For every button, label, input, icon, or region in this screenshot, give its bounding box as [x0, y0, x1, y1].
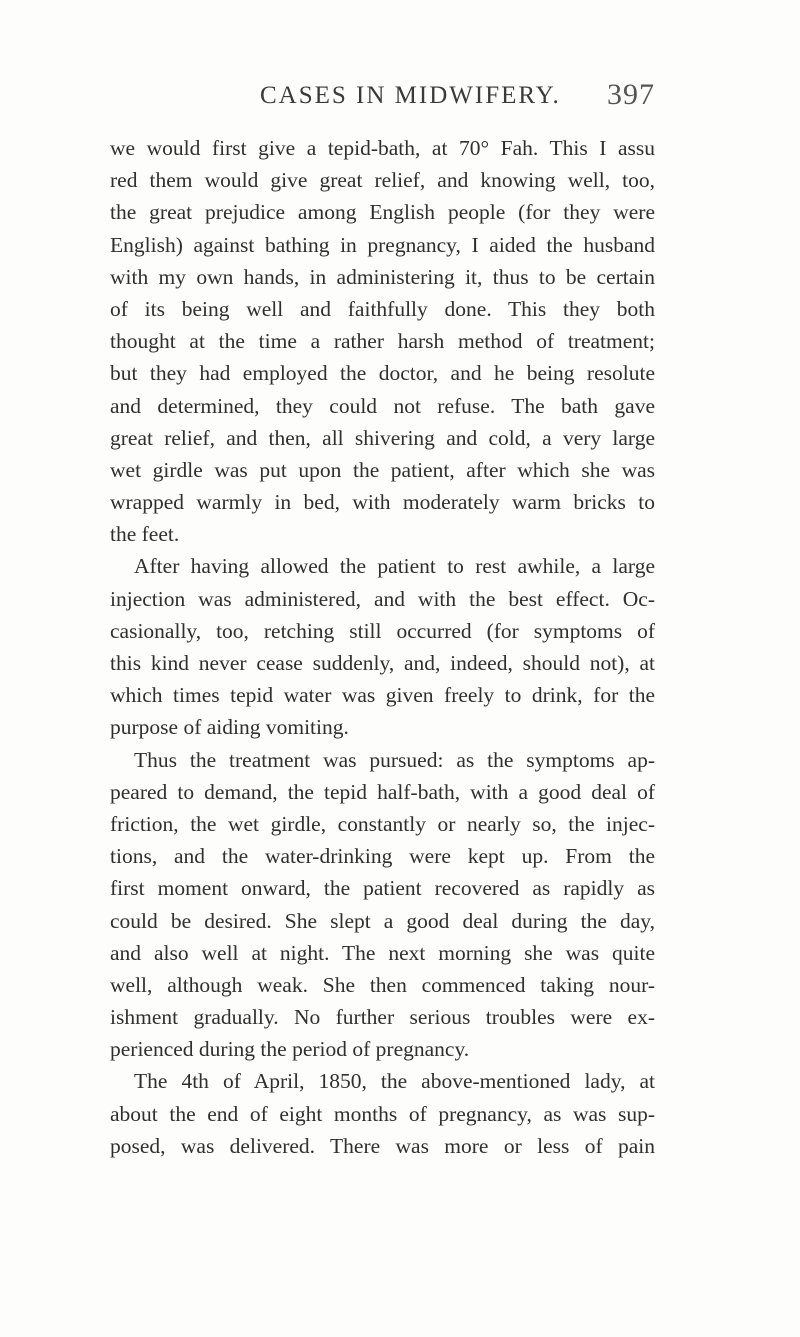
text-line: wrapped warmly in bed, with moderately warm bricks to — [110, 490, 655, 515]
text-line: the great prejudice among English people (for they were — [110, 200, 655, 225]
body-text — [110, 132, 655, 1162]
text-line: posed, was delivered. There was more or less of pain — [110, 1133, 655, 1158]
text-line: this kind never cease suddenly, and, indeed, should not), at — [110, 651, 655, 675]
text-line: which times tepid water was given freely to drink, for the — [110, 683, 655, 708]
page-number: 397 — [607, 78, 655, 111]
text-line: and also well at night. The next morning she was quite — [110, 940, 655, 965]
text-line: casionally, too, retching still occurred (for symptoms of — [110, 618, 655, 643]
paragraph — [110, 744, 655, 1066]
page-header — [110, 78, 655, 114]
paragraph — [110, 550, 655, 743]
text-line: injection was administered, and with the best effect. Oc- — [110, 586, 655, 611]
text-line: tions, and the water-drinking were kept up. From the — [110, 844, 655, 869]
text-line: purpose of aiding vomiting. — [110, 715, 349, 740]
text-line: peared to demand, the tepid half-bath, with a good deal of — [110, 779, 655, 804]
text-line: perienced during the period of pregnancy. — [110, 1037, 470, 1062]
running-head: CASES IN MIDWIFERY. — [260, 82, 561, 109]
text-line: about the end of eight months of pregnancy, as was sup- — [110, 1101, 655, 1126]
text-line: we would first give a tepid-bath, at 70° Fah. This I assu — [110, 136, 655, 160]
paragraph — [110, 132, 655, 550]
text-line: thought at the time a rather harsh method of treatment; — [110, 329, 655, 354]
text-line: well, although weak. She then commenced taking nour- — [110, 972, 655, 997]
text-line: Thus the treatment was pursued: as the symptoms ap- — [134, 747, 655, 772]
text-line: After having allowed the patient to rest awhile, a large — [134, 554, 655, 579]
text-line: with my own hands, in administering it, thus to be certain — [110, 264, 655, 289]
text-line: wet girdle was put upon the patient, after which she was — [110, 457, 655, 482]
text-line: friction, the wet girdle, constantly or nearly so, the injec- — [110, 811, 655, 836]
text-line: but they had employed the doctor, and he being resolute — [110, 361, 655, 386]
text-line: and determined, they could not refuse. The bath gave — [110, 393, 655, 418]
text-line: the feet. — [110, 522, 180, 547]
text-line: could be desired. She slept a good deal during the day, — [110, 908, 655, 933]
paragraph — [110, 1065, 655, 1162]
text-line: of its being well and faithfully done. This they both — [110, 296, 655, 321]
text-line: The 4th of April, 1850, the above-mentioned lady, at — [134, 1069, 655, 1094]
text-line: English) against bathing in pregnancy, I aided the husband — [110, 232, 655, 257]
text-line: red them would give great relief, and knowing well, too, — [110, 168, 655, 193]
text-line: first moment onward, the patient recovered as rapidly as — [110, 876, 655, 901]
text-line: great relief, and then, all shivering and cold, a very large — [110, 425, 655, 450]
text-line: ishment gradually. No further serious troubles were ex- — [110, 1005, 655, 1030]
